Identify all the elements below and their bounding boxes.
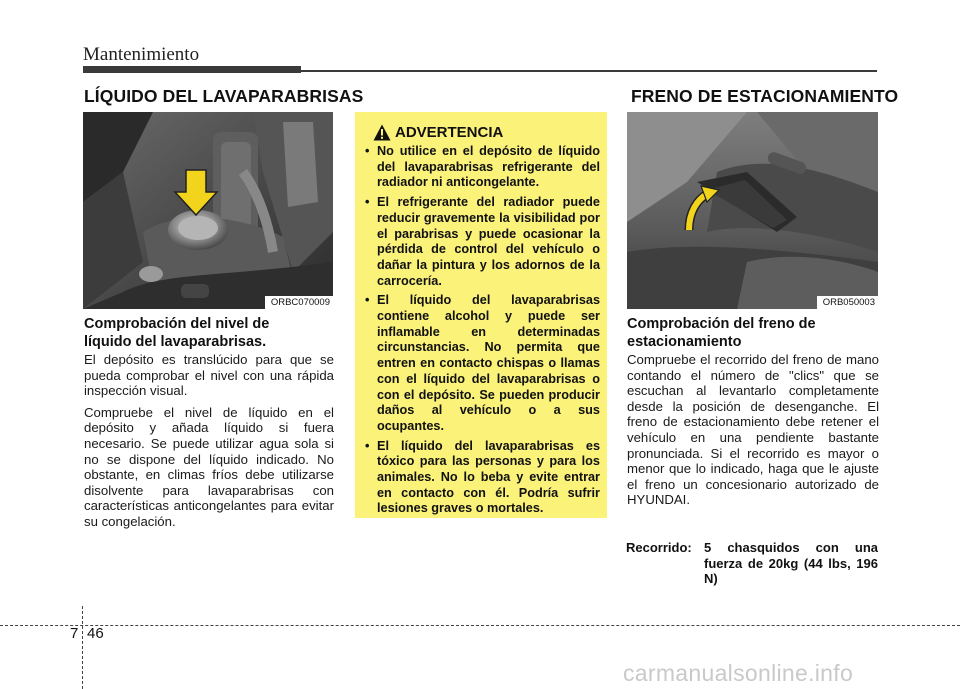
warning-item-text: No utilice en el depósito de líquido del lavaparabrisas refrigerante del radiador ni anticongelante. — [377, 144, 600, 190]
brake-paragraph: Compruebe el recorrido del freno de mano contando el número de "clics" que se escuchan al levantarlo completamente desde la posición de desenganche. El freno de estacionamiento debe retener el vehículo en una pendiente bastante pronunciada. Si el recorrido es mayor o menor que lo indicado, haga que le ajuste el freno un concesionario autorizado de HYUNDAI. — [627, 352, 879, 508]
warning-item — [365, 195, 600, 289]
spec-label: Recorrido: — [626, 540, 692, 555]
bullet: • — [365, 144, 370, 158]
spec-value: 5 chasquidos con una fuerza de 20kg (44 lbs, 196 N) — [704, 540, 878, 587]
page-header-title: Mantenimiento — [83, 44, 200, 65]
bullet: • — [365, 195, 370, 210]
washer-subtitle-line: líquido del lavaparabrisas. — [84, 334, 267, 350]
watermark: carmanualsonline.info — [623, 660, 854, 686]
warning-item-text: El líquido del lavaparabrisas contiene alcohol y puede ser inflamable en determinadas circunstancias. No permita que entren en contacto chispas o llamas con el líquido del lavaparabrisas o con el depósito. Se pueden producir daños al vehículo o a sus ocupantes. — [377, 293, 600, 433]
brake-body-text — [627, 352, 879, 514]
washer-subtitle — [84, 315, 334, 351]
warning-item-text: El líquido del lavaparabrisas es tóxico para las personas y para los animales. No lo beba y evite entrar en contacto con él. Podría sufrir lesiones graves o mortales. — [377, 438, 600, 516]
warning-item-text: El refrigerante del radiador puede reducir gravemente la visibilidad por el parabrisas y puede ocasionar la pérdida de control del vehículo o dañar la pintura y los adornos de la carrocería. — [377, 195, 600, 288]
right-section-title: FRENO DE ESTACIONAMIENTO — [631, 86, 899, 106]
warning-triangle-icon — [373, 124, 391, 141]
warning-item — [365, 144, 600, 191]
parking-brake-photo — [627, 112, 878, 309]
bullet: • — [365, 438, 370, 453]
left-section-title: LÍQUIDO DEL LAVAPARABRISAS — [84, 86, 364, 106]
washer-paragraph: El depósito es translúcido para que se pueda comprobar el nivel con una rápida inspección visual. — [84, 352, 334, 399]
washer-reservoir-photo — [83, 112, 333, 309]
page-number: 46 — [87, 625, 104, 642]
warning-header — [373, 124, 603, 142]
image-code-label: ORBC070009 — [265, 296, 333, 309]
footer-dashed-rule — [0, 625, 960, 626]
washer-body-text — [84, 352, 334, 536]
header-thick-bar — [83, 66, 301, 73]
brake-subtitle-line: Comprobación del freno de — [627, 316, 816, 332]
warning-title: ADVERTENCIA — [395, 124, 504, 141]
brake-subtitle — [627, 315, 879, 351]
warning-box — [355, 112, 607, 518]
footer-vertical-rule — [82, 606, 83, 689]
warning-item — [365, 293, 600, 434]
header-rule — [301, 70, 877, 72]
warning-item — [365, 439, 600, 518]
brake-subtitle-line: estacionamiento — [627, 334, 742, 350]
washer-subtitle-line: Comprobación del nivel de — [84, 316, 270, 332]
chapter-number: 7 — [70, 625, 79, 642]
bullet: • — [365, 293, 370, 308]
warning-list — [365, 144, 600, 521]
washer-paragraph: Compruebe el nivel de líquido en el depósito y añada líquido si fuera necesario. Se puede utilizar agua sola si no se dispone del líquido indicado. No obstante, en climas fríos debe utilizarse disolvente para lavaparabrisas con características anticongelantes para evitar su congelación. — [84, 404, 334, 529]
image-code-label: ORB050003 — [817, 296, 878, 309]
